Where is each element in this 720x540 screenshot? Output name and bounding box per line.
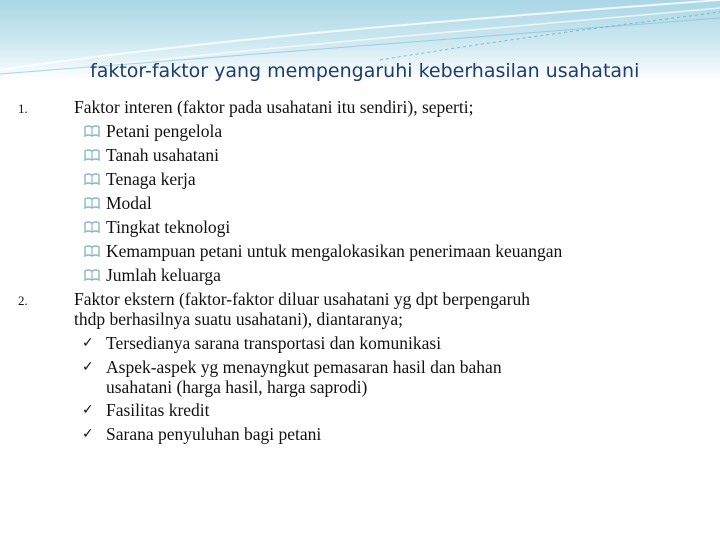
checkmark-icon: ✓ <box>82 335 94 351</box>
check-text: Tersedianya sarana transportasi dan komunikasi <box>106 333 442 353</box>
bullet-text: Modal <box>106 193 152 213</box>
open-book-icon <box>84 268 100 282</box>
bullet-text: Tenaga kerja <box>106 169 196 189</box>
bullet-text: Petani pengelola <box>106 121 223 141</box>
checkmark-icon: ✓ <box>82 359 94 375</box>
open-book-icon <box>84 244 100 258</box>
open-book-icon <box>84 196 100 210</box>
list-item-text-line2: thdp berhasilnya suatu usahatani), diantaranya; <box>74 309 403 329</box>
open-book-icon <box>84 172 100 186</box>
list-item-text: Faktor interen (faktor pada usahatani itu sendiri), seperti; <box>74 97 474 117</box>
list-number: 2. <box>18 293 28 308</box>
bullet-text: Jumlah keluarga <box>106 265 221 285</box>
check-text: Fasilitas kredit <box>106 400 210 420</box>
check-text: Sarana penyuluhan bagi petani <box>106 424 322 444</box>
open-book-icon <box>84 124 100 138</box>
check-text-line2: usahatani (harga hasil, harga saprodi) <box>106 377 368 397</box>
bullet-text: Tingkat teknologi <box>106 217 231 237</box>
page-title: faktor-faktor yang mempengaruhi keberhasilan usahatani <box>90 60 640 82</box>
bullet-text: Tanah usahatani <box>106 145 219 165</box>
open-book-icon <box>84 220 100 234</box>
check-text-line1: Aspek-aspek yg menayngkut pemasaran hasil dan bahan <box>106 357 502 377</box>
checkmark-icon: ✓ <box>82 426 94 442</box>
list-number: 1. <box>18 101 28 116</box>
bullet-text: Kemampuan petani untuk mengalokasikan penerimaan keuangan <box>106 241 563 261</box>
list-item-text-line1: Faktor ekstern (faktor-faktor diluar usahatani yg dpt berpengaruh <box>74 289 530 309</box>
checkmark-icon: ✓ <box>82 402 94 418</box>
open-book-icon <box>84 148 100 162</box>
